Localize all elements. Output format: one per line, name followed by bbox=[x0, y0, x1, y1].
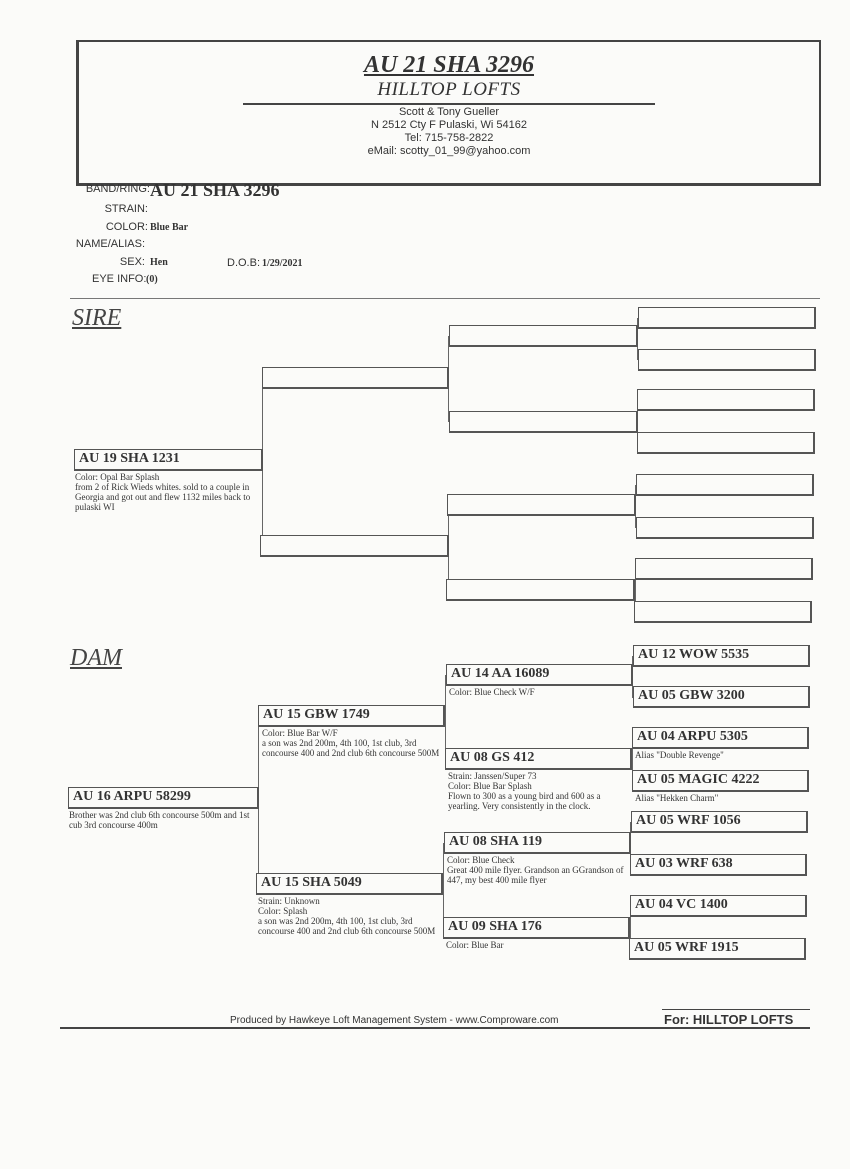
gen4-box bbox=[637, 389, 815, 411]
header-band-title: AU 21 SHA 3296 bbox=[363, 52, 535, 78]
gen3-notes: Strain: Janssen/Super 73 Color: Blue Bar Splash Flown to 300 as a young bird and 600 as a yearling. Very consistently in the clock. bbox=[448, 771, 601, 811]
gen4-box bbox=[634, 601, 812, 623]
footer-produced-by: Produced by Hawkeye Loft Management System - www.Comproware.com bbox=[230, 1015, 559, 1026]
color-label: COLOR: bbox=[105, 221, 148, 233]
sire-box: AU 19 SHA 1231 bbox=[74, 449, 263, 471]
color-value: Blue Bar bbox=[150, 222, 189, 233]
dam-section-title: DAM bbox=[70, 645, 122, 671]
header-address: N 2512 Cty F Pulaski, Wi 54162 bbox=[371, 119, 527, 131]
dob-value: 1/29/2021 bbox=[262, 258, 303, 269]
eye-label: EYE INFO: bbox=[92, 273, 147, 285]
sire-section-title: SIRE bbox=[72, 305, 122, 331]
gen4-box: AU 04 VC 1400 bbox=[630, 895, 807, 917]
gen3-notes: Color: Blue Bar bbox=[446, 940, 504, 950]
sex-label: SEX: bbox=[119, 256, 145, 268]
gen4-box: AU 05 MAGIC 4222 bbox=[632, 770, 809, 792]
band-label: BAND/RING: bbox=[85, 183, 150, 195]
gen4-box bbox=[636, 474, 814, 496]
sire-sire-box bbox=[262, 367, 449, 389]
gen3-box bbox=[449, 325, 638, 347]
gen3-notes: Color: Blue Check Great 400 mile flyer. Grandson an GGrandson of 447, my best 400 mile flyer bbox=[447, 855, 624, 885]
gen3-box: AU 08 SHA 119 bbox=[444, 832, 631, 854]
section-separator bbox=[70, 298, 820, 299]
gen4-box: AU 05 WRF 1056 bbox=[631, 811, 808, 833]
dam-notes: Brother was 2nd club 6th concourse 500m and 1st cub 3rd concourse 400m bbox=[69, 810, 250, 830]
strain-label: STRAIN: bbox=[104, 203, 148, 215]
gen4-box bbox=[637, 432, 815, 454]
gen3-box: AU 08 GS 412 bbox=[445, 748, 632, 770]
header-owners: Scott & Tony Gueller bbox=[398, 106, 500, 118]
footer-for: For: HILLTOP LOFTS bbox=[664, 1012, 794, 1027]
gen4-box: AU 04 ARPU 5305 bbox=[632, 727, 809, 749]
header-loft-name: HILLTOP LOFTS bbox=[377, 79, 521, 100]
dam-dam-notes: Strain: Unknown Color: Splash a son was 2nd 200m, 4th 100, 1st club, 3rd concourse 400 and 2nd club 6th concourse 500M bbox=[258, 896, 436, 936]
dam-sire-notes: Color: Blue Bar W/F a son was 2nd 200m, 4th 100, 1st club, 3rd concourse 400 and 2nd club 6th concourse 500M bbox=[262, 728, 440, 758]
gen4-box bbox=[638, 349, 816, 371]
footer-divider-short bbox=[662, 1009, 810, 1010]
dam-sire-box: AU 15 GBW 1749 bbox=[258, 705, 445, 727]
gen4-box: AU 03 WRF 638 bbox=[630, 854, 807, 876]
header-divider bbox=[243, 103, 655, 105]
band-value: AU 21 SHA 3296 bbox=[150, 180, 280, 200]
sire-dam-box bbox=[260, 535, 449, 557]
gen4-box bbox=[638, 307, 816, 329]
gen4-box: AU 05 GBW 3200 bbox=[633, 686, 810, 708]
eye-value: (0) bbox=[146, 274, 158, 285]
header-tel: Tel: 715-758-2822 bbox=[404, 132, 494, 144]
header-box bbox=[76, 40, 821, 186]
gen4-box: AU 05 WRF 1915 bbox=[629, 938, 806, 960]
gen4-box: AU 12 WOW 5535 bbox=[633, 645, 810, 667]
gen3-box: AU 14 AA 16089 bbox=[446, 664, 633, 686]
dam-dam-box: AU 15 SHA 5049 bbox=[256, 873, 443, 895]
sex-value: Hen bbox=[150, 257, 168, 268]
gen4-notes: Alias "Hekken Charm" bbox=[635, 793, 719, 803]
gen3-notes: Color: Blue Check W/F bbox=[449, 687, 535, 697]
gen4-box bbox=[635, 558, 813, 580]
gen3-box bbox=[447, 494, 636, 516]
gen3-box bbox=[449, 411, 638, 433]
gen4-notes: Alias "Double Revenge" bbox=[635, 750, 724, 760]
name-label: NAME/ALIAS: bbox=[75, 238, 145, 250]
gen3-box bbox=[446, 579, 635, 601]
gen3-box: AU 09 SHA 176 bbox=[443, 917, 630, 939]
footer-divider bbox=[60, 1027, 810, 1029]
sire-notes: Color: Opal Bar Splash from 2 of Rick Wieds whites. sold to a couple in Georgia and got out and flew 1132 miles back to pulaski WI bbox=[75, 472, 251, 512]
dam-box: AU 16 ARPU 58299 bbox=[68, 787, 259, 809]
dob-label: D.O.B: bbox=[227, 257, 261, 269]
gen4-box bbox=[636, 517, 814, 539]
header-email: eMail: scotty_01_99@yahoo.com bbox=[367, 145, 531, 157]
